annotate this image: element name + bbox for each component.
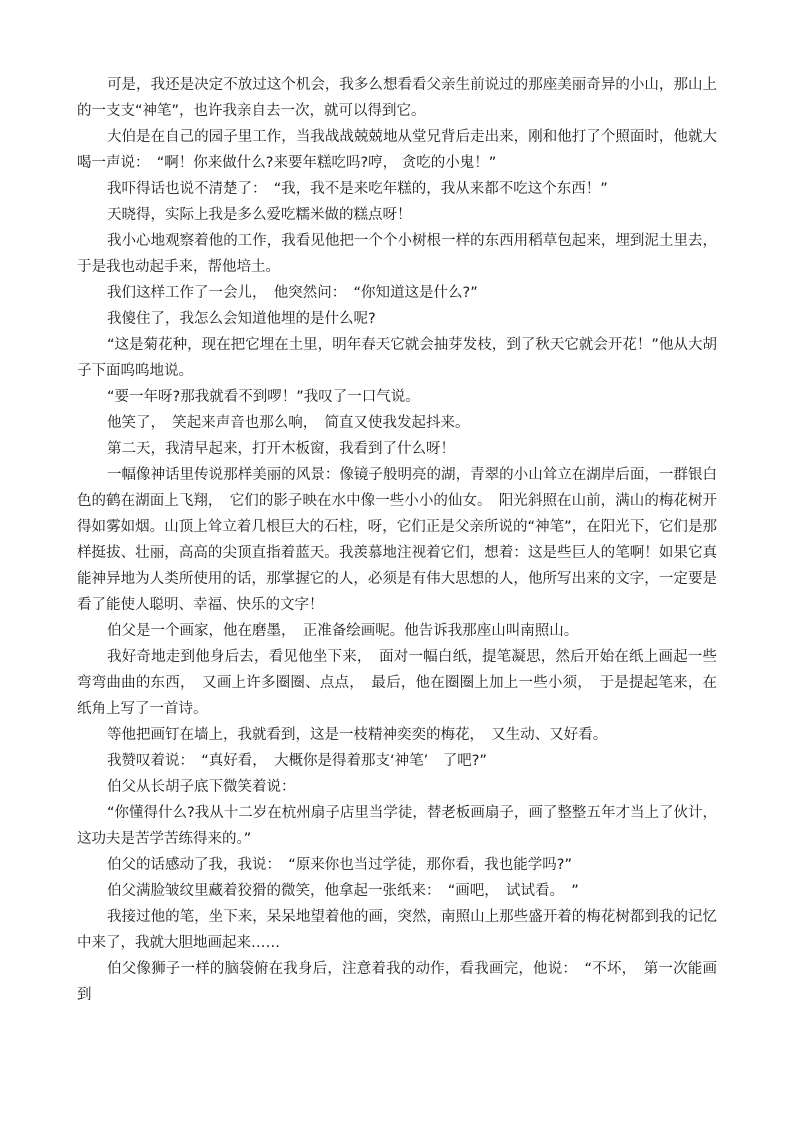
paragraph: 我傻住了，我怎么会知道他埋的是什么呢? (107, 311, 376, 327)
paragraph: 我赞叹着说： “真好看， 大概你是得着那支‘神笔’ 了吧?” (107, 753, 487, 769)
paragraph: 伯父满脸皱纹里藏着狡猾的微笑，他拿起一张纸来： “画吧， 试试看。 ” (107, 883, 579, 899)
paragraph: 他笑了， 笑起来声音也那么响， 简直又使我发起抖来。 (107, 415, 470, 431)
paragraph: 伯父是一个画家，他在磨墨， 正准备绘画呢。他告诉我那座山叫南照山。 (107, 623, 579, 639)
paragraph: 等他把画钉在墙上，我就看到，这是一枝精神奕奕的梅花， 又生动、又好看。 (107, 727, 608, 743)
paragraph: “这是菊花种，现在把它埋在土里，明年春天它就会抽芽发枝，到了秋天它就会开花！”他从大胡子下面呜呜地说。 (77, 337, 717, 379)
paragraph: “要一年呀?那我就看不到啰！”我叹了一口气说。 (107, 389, 420, 405)
paragraph: 我好奇地走到他身后去，看见他坐下来， 面对一幅白纸，提笔凝思，然后开始在纸上画起一些弯弯曲曲的东西， 又画上许多圈圈、点点， 最后，他在圈圈上加上一些小须， 于是提起笔来，在纸角上写了一首诗。 (77, 649, 717, 717)
paragraph: 可是，我还是决定不放过这个机会，我多么想看看父亲生前说过的那座美丽奇异的小山，那山上的一支支“神笔”，也许我亲自去一次，就可以得到它。 (77, 77, 717, 119)
paragraph: 伯父从长胡子底下微笑着说： (107, 779, 296, 795)
paragraph: 天晓得，实际上我是多么爱吃糯米做的糕点呀！ (107, 207, 412, 223)
paragraph: 我吓得话也说不清楚了： “我，我不是来吃年糕的，我从来都不吃这个东西！” (107, 181, 608, 197)
paragraph: 我们这样工作了一会儿， 他突然问： “你知道这是什么?” (107, 285, 478, 301)
document-page (77, 72, 717, 1008)
paragraph: 第二天，我清早起来，打开木板窗，我看到了什么呀！ (107, 441, 455, 457)
paragraph: 我小心地观察着他的工作，我看见他把一个个小树根一样的东西用稻草包起来，埋到泥土里去，于是我也动起手来，帮他培土。 (77, 233, 717, 275)
paragraph: 大伯是在自己的园子里工作，当我战战兢兢地从堂兄背后走出来，刚和他打了个照面时，他就大喝一声说： “啊！你来做什么?来要年糕吃吗?哼， 贪吃的小鬼！” (77, 129, 717, 171)
paragraph: “你懂得什么?我从十二岁在杭州扇子店里当学徒，替老板画扇子，画了整整五年才当上了伙计，这功夫是苦学苦练得来的。” (77, 805, 717, 847)
paragraph: 伯父的话感动了我，我说： “原来你也当过学徒，那你看，我也能学吗?” (107, 857, 572, 873)
paragraph: 伯父像狮子一样的脑袋俯在我身后，注意着我的动作，看我画完，他说： “不坏， 第一次能画到 (77, 961, 717, 1003)
paragraph: 一幅像神话里传说那样美丽的风景：像镜子般明亮的湖，青翠的小山耸立在湖岸后面，一群银白色的鹤在湖面上飞翔， 它们的影子映在水中像一些小小的仙女。 阳光斜照在山前，满山的梅花树开得如雾如烟。山顶上耸立着几根巨大的石柱，呀，它们正是父亲所说的“神笔”，在阳光下，它们是那样挺拔、壮丽，高高的尖顶直指着蓝天。我羡慕地注视着它们，想着：这是些巨人的笔啊！如果它真能神异地为人类所使用的话，那掌握它的人，必须是有伟大思想的人，他所写出来的文字，一定要是看了能使人聪明、幸福、快乐的文字！ (77, 467, 717, 613)
paragraph: 我接过他的笔，坐下来，呆呆地望着他的画，突然，南照山上那些盛开着的梅花树都到我的记忆中来了，我就大胆地画起来…… (77, 909, 717, 951)
